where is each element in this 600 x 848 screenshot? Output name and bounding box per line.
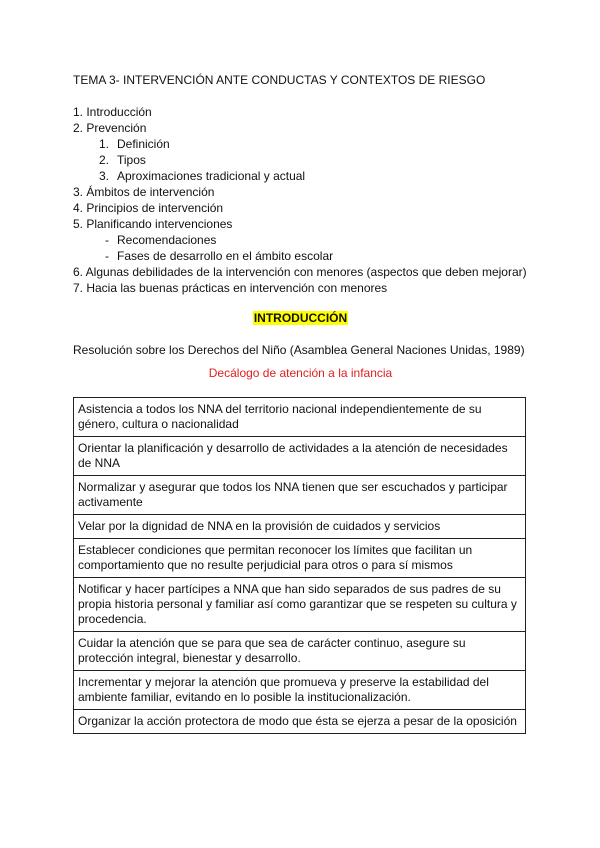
table-row	[74, 578, 526, 632]
toc-subitem-text: Recomendaciones	[117, 233, 217, 247]
document-page	[73, 72, 528, 734]
table-cell: Asistencia a todos los NNA del territorio nacional independientemente de su género, cultura o nacionalidad	[74, 398, 526, 437]
list-marker: 3.	[98, 169, 109, 183]
toc-item-2: 2. Prevención	[73, 121, 147, 135]
toc-item-7: 7. Hacia las buenas prácticas en intervención con menores	[73, 281, 388, 295]
table-row	[74, 671, 526, 710]
toc-item-1: 1. Introducción	[73, 105, 152, 119]
decalogo-table	[73, 397, 526, 734]
toc-subitem	[91, 232, 528, 248]
table-cell: Incrementar y mejorar la atención que promueva y preserve la estabilidad del ambiente familiar, evitando en lo posible la institucionalización.	[74, 671, 526, 710]
toc-subitem-text: Fases de desarrollo en el ámbito escolar	[117, 249, 334, 263]
decalogo-subtitle: Decálogo de atención a la infancia	[208, 366, 393, 380]
table-cell: Cuidar la atención que se para que sea de carácter continuo, asegure su protección integral, bienestar y desarrollo.	[74, 632, 526, 671]
list-marker: -	[105, 233, 109, 247]
toc-subitem	[91, 152, 528, 168]
table-row	[74, 398, 526, 437]
toc-subitem	[91, 248, 528, 264]
table-cell: Establecer condiciones que permitan reconocer los límites que facilitan un comportamiento que no resulte perjudicial para otros o para sí mismos	[74, 539, 526, 578]
toc-item-5-sublist	[73, 232, 528, 264]
table-row	[74, 476, 526, 515]
document-title: TEMA 3- INTERVENCIÓN ANTE CONDUCTAS Y CONTEXTOS DE RIESGO	[73, 73, 486, 87]
table-cell: Velar por la dignidad de NNA en la provisión de cuidados y servicios	[74, 515, 526, 539]
table-row	[74, 437, 526, 476]
table-of-contents	[73, 104, 528, 296]
toc-subitem	[91, 136, 528, 152]
toc-subitem-text: Definición	[117, 137, 170, 151]
toc-item-5: 5. Planificando intervenciones	[73, 217, 233, 231]
table-row	[74, 515, 526, 539]
list-marker: 2.	[98, 153, 109, 167]
toc-item-6: 6. Algunas debilidades de la intervención con menores (aspectos que deben mejorar)	[73, 265, 527, 279]
table-row	[74, 632, 526, 671]
highlighted-heading: INTRODUCCIÓN	[253, 311, 348, 325]
toc-item-4: 4. Principios de intervención	[73, 201, 224, 215]
table-cell: Normalizar y asegurar que todos los NNA tienen que ser escuchados y participar activamente	[74, 476, 526, 515]
intro-paragraph: Resolución sobre los Derechos del Niño (Asamblea General Naciones Unidas, 1989)	[73, 343, 525, 357]
table-cell: Notificar y hacer partícipes a NNA que han sido separados de sus padres de su propia historia personal y familiar así como garantizar que se respeten su cultura y procedencia.	[74, 578, 526, 632]
toc-subitem-text: Aproximaciones tradicional y actual	[117, 169, 306, 183]
table-row	[74, 710, 526, 734]
toc-subitem	[91, 168, 528, 184]
toc-item-3: 3. Ámbitos de intervención	[73, 185, 215, 199]
toc-subitem-text: Tipos	[117, 153, 146, 167]
toc-item-2-sublist	[73, 136, 528, 184]
section-heading	[73, 310, 528, 326]
table-cell: Organizar la acción protectora de modo que ésta se ejerza a pesar de la oposición	[74, 710, 526, 734]
table-row	[74, 539, 526, 578]
table-cell: Orientar la planificación y desarrollo de actividades a la atención de necesidades de NNA	[74, 437, 526, 476]
list-marker: 1.	[98, 137, 109, 151]
list-marker: -	[105, 249, 109, 263]
